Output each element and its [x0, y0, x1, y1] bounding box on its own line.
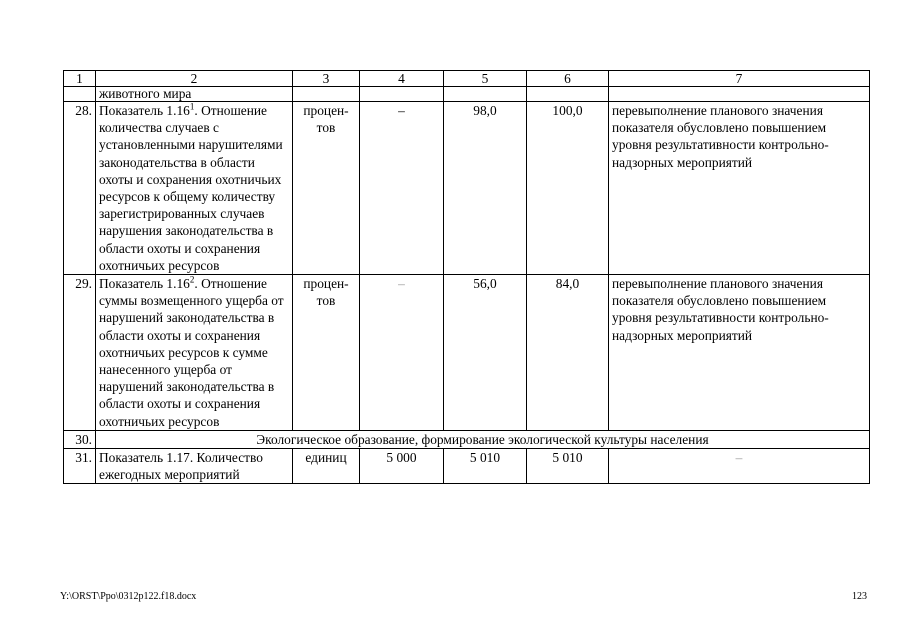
- header-cell: 3: [293, 71, 360, 87]
- indicator-prefix: Показатель 1.16: [99, 276, 190, 292]
- header-cell: 5: [444, 71, 527, 87]
- table-row-31: [64, 449, 870, 484]
- row-number: 28.: [64, 102, 96, 275]
- cell-note: –: [609, 449, 870, 484]
- cell-empty: [609, 87, 870, 102]
- cell-unit: процен-тов: [293, 102, 360, 275]
- table-row-29: [64, 275, 870, 431]
- cell-col5: 98,0: [444, 102, 527, 275]
- header-cell: 6: [527, 71, 609, 87]
- section-title: Экологическое образование, формирование экологической культуры населения: [96, 430, 870, 448]
- cell-unit: единиц: [293, 449, 360, 484]
- indicator-text: . Отношение количества случаев с установленными нарушителями законодательства в области охоты и сохранения охотничьих ресурсов к общему количеству зарегистрированных случаев нарушения законодательства в области охоты и сохранения охотничьих ресурсов: [99, 103, 283, 273]
- page-number: 123: [852, 591, 867, 602]
- cell-note: перевыполнение планового значения показателя обусловлено повышением уровня результативности контрольно-надзорных мероприятий: [609, 102, 870, 275]
- cell-indicator: [96, 102, 293, 275]
- cell-col4: –: [360, 102, 444, 275]
- cell-col6: 5 010: [527, 449, 609, 484]
- row-number: 30.: [64, 430, 96, 448]
- cell-empty: [360, 87, 444, 102]
- header-cell: 7: [609, 71, 870, 87]
- row-number: 29.: [64, 275, 96, 431]
- cell-indicator: животного мира: [96, 87, 293, 102]
- cell-empty: [293, 87, 360, 102]
- cell-col6: 100,0: [527, 102, 609, 275]
- cell-indicator: [96, 275, 293, 431]
- table-row-continued: [64, 87, 870, 102]
- cell-col6: 84,0: [527, 275, 609, 431]
- header-cell: 4: [360, 71, 444, 87]
- cell-indicator: Показатель 1.17. Количество ежегодных мероприятий: [96, 449, 293, 484]
- header-cell: 1: [64, 71, 96, 87]
- header-row: [64, 71, 870, 87]
- cell-col4: 5 000: [360, 449, 444, 484]
- data-table: [63, 70, 870, 484]
- indicator-superscript: 2: [189, 274, 195, 285]
- cell-col5: 5 010: [444, 449, 527, 484]
- cell-col4: –: [360, 275, 444, 431]
- cell-empty: [64, 87, 96, 102]
- indicator-text: . Отношение суммы возмещенного ущерба от нарушений законодательства в области охоты и сохранения охотничьих ресурсов к сумме нанесенного ущерба от нарушений законодательства в области охоты и сохранения охотничьих ресурсов: [99, 276, 284, 429]
- cell-empty: [444, 87, 527, 102]
- row-number: 31.: [64, 449, 96, 484]
- cell-empty: [527, 87, 609, 102]
- table-row-28: [64, 102, 870, 275]
- section-row-30: [64, 430, 870, 448]
- cell-note: перевыполнение планового значения показателя обусловлено повышением уровня результативности контрольно-надзорных мероприятий: [609, 275, 870, 431]
- indicator-superscript: 1: [189, 101, 195, 112]
- cell-col5: 56,0: [444, 275, 527, 431]
- indicator-prefix: Показатель 1.16: [99, 103, 190, 118]
- cell-unit: процен-тов: [293, 275, 360, 431]
- header-cell: 2: [96, 71, 293, 87]
- footer-file-path: Y:\ORST\Ppo\0312p122.f18.docx: [60, 591, 197, 602]
